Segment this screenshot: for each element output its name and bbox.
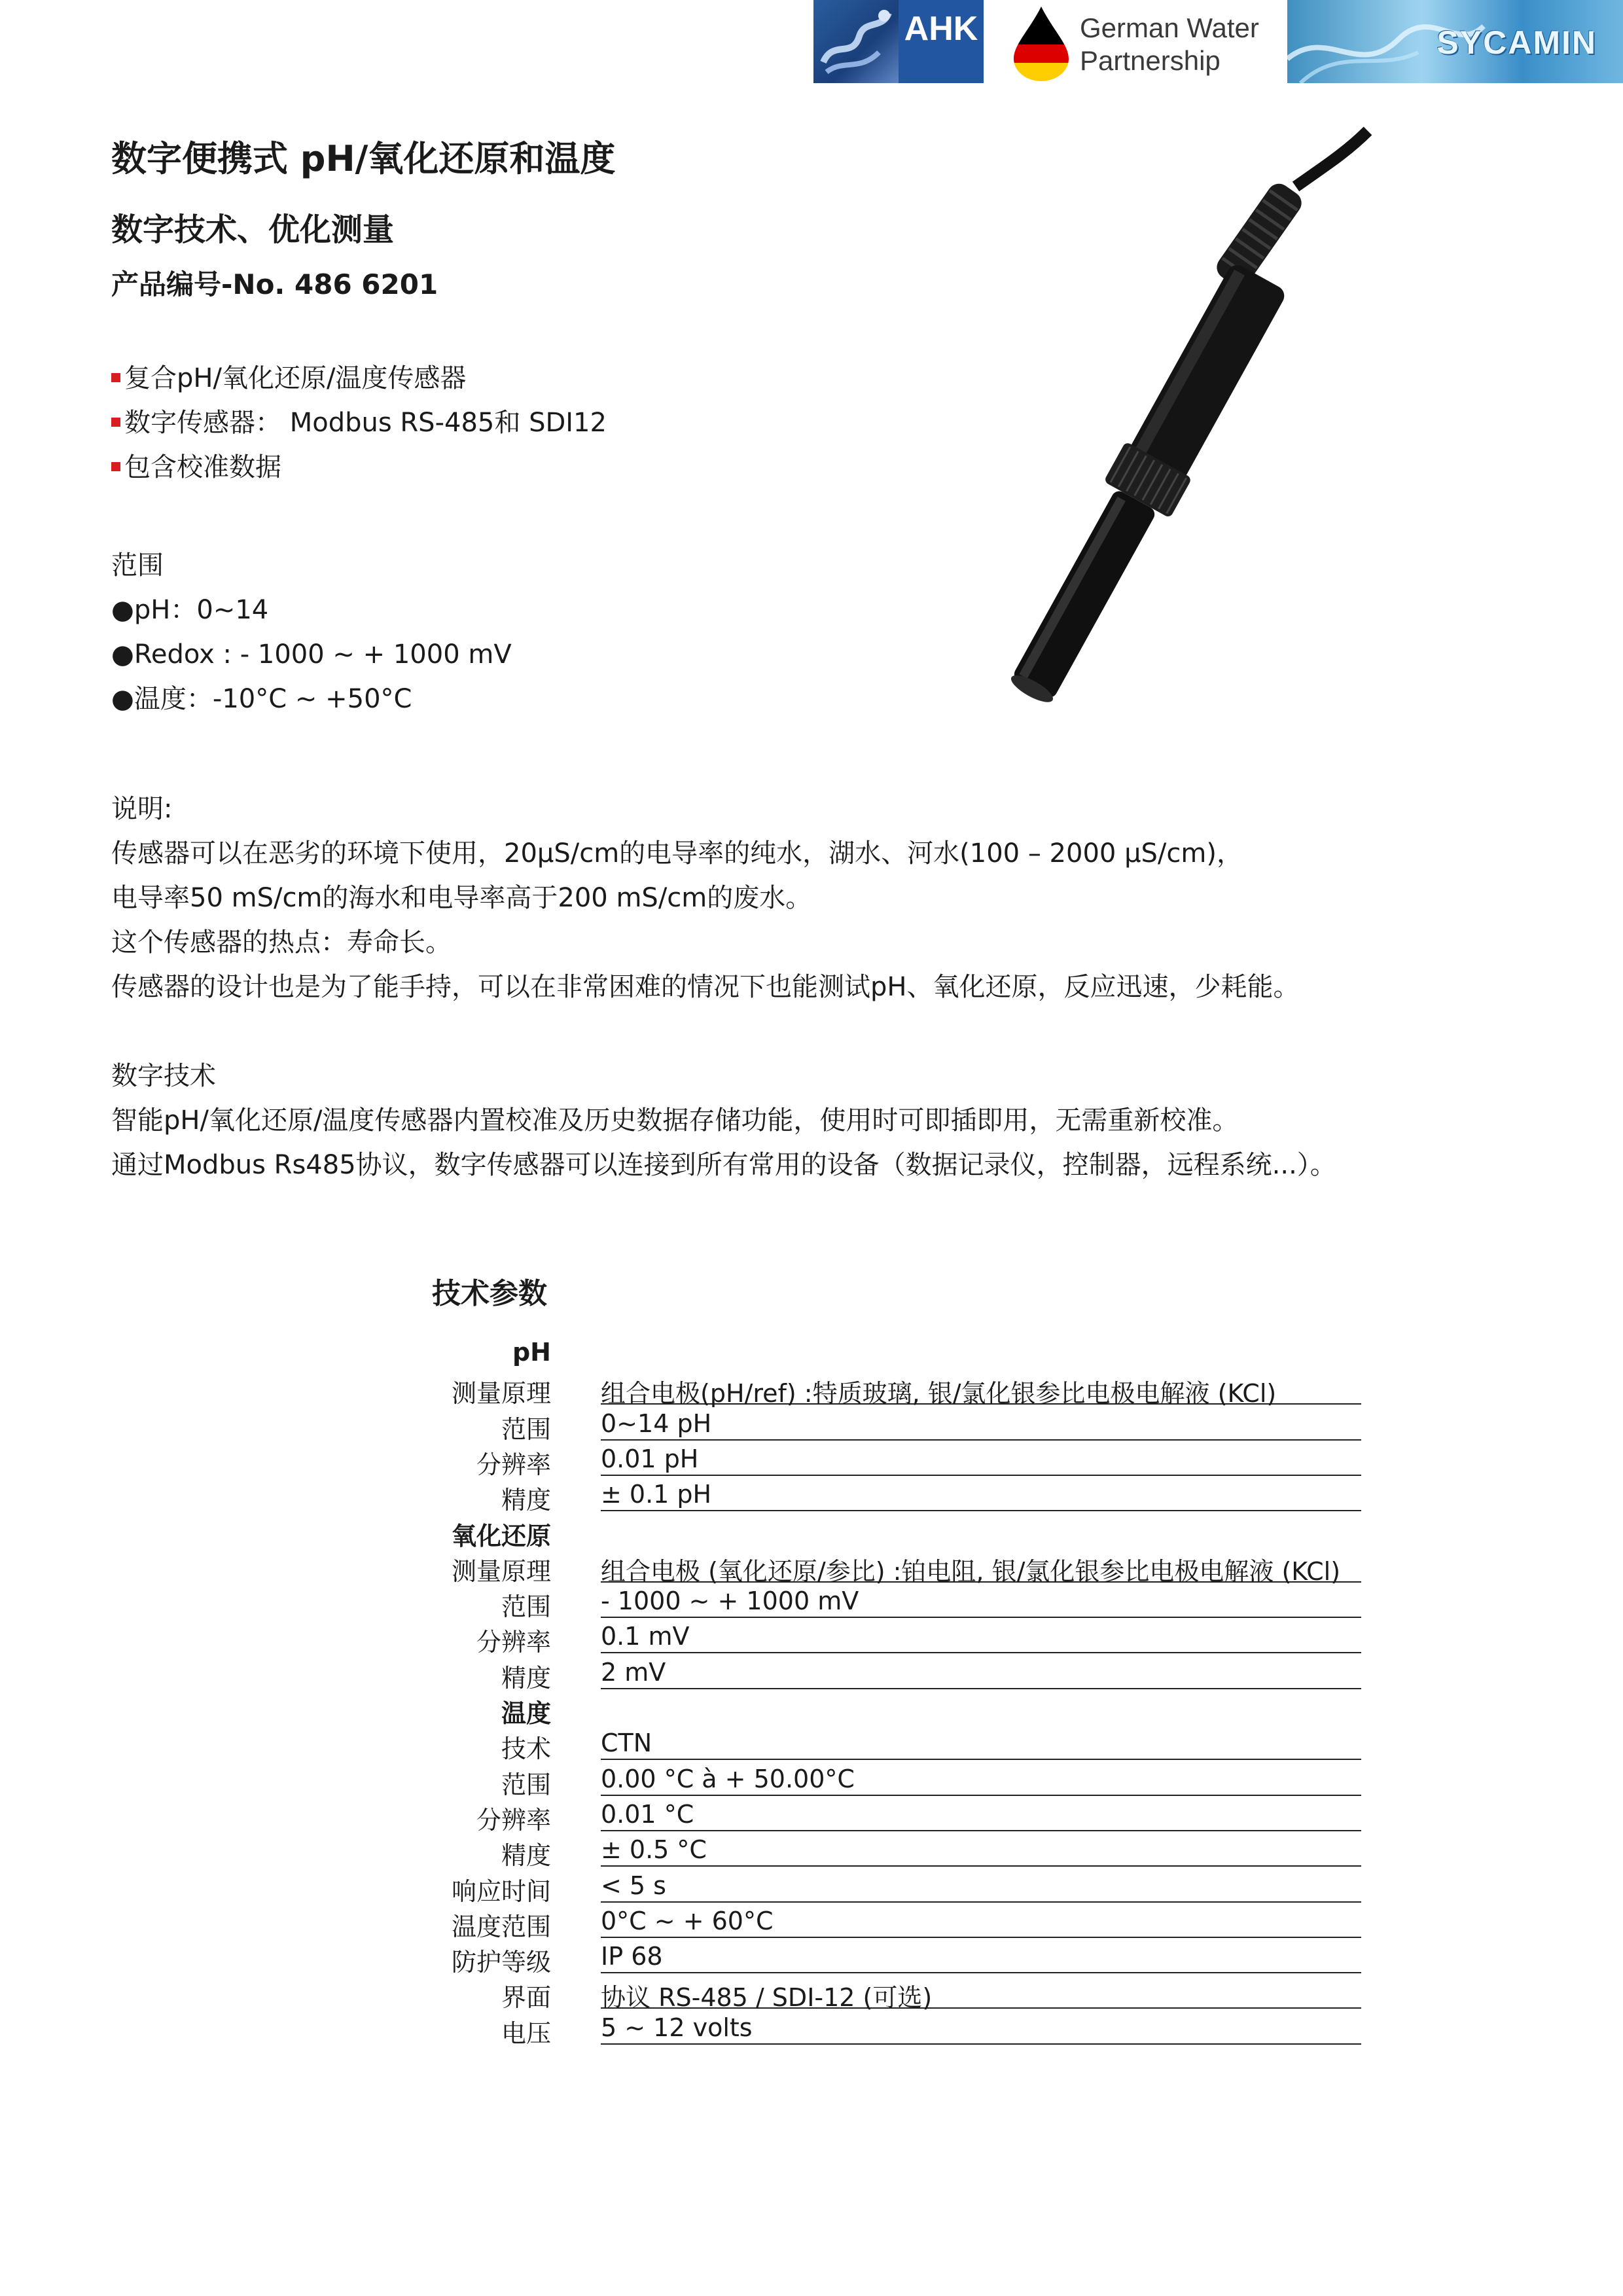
page-subtitle: 数字技术、优化测量 bbox=[111, 211, 395, 248]
feature-item: 复合pH/氧化还原/温度传感器 bbox=[111, 356, 607, 401]
spec-value: ± 0.1 pH bbox=[601, 1480, 1361, 1511]
red-square-bullet-icon bbox=[111, 462, 120, 471]
range-heading: 范围 bbox=[111, 550, 164, 581]
spec-value: 0.1 mV bbox=[601, 1622, 1361, 1653]
dragon-icon bbox=[813, 0, 899, 83]
spec-value: 5 ~ 12 volts bbox=[601, 2013, 1361, 2045]
specs-title: 技术参数 bbox=[432, 1277, 547, 1310]
spec-label: 测量原理 bbox=[451, 1379, 551, 1408]
gwp-line1: German Water bbox=[1080, 12, 1259, 43]
spec-row bbox=[393, 1547, 1361, 1586]
digital-line: 通过Modbus Rs485协议，数字传感器可以连接到所有常用的设备（数据记录仪，控制器，远程系统...）。 bbox=[111, 1150, 1336, 1180]
description-line: 传感器可以在恶劣的环境下使用，20μS/cm的电导率的纯水，湖水、河水(100 – 2000 μS/cm)， bbox=[111, 838, 1243, 869]
range-item: ●Redox : - 1000 ~ + 1000 mV bbox=[111, 639, 512, 670]
feature-list bbox=[111, 356, 607, 490]
gwp-line2: Partnership bbox=[1080, 45, 1221, 76]
spec-row bbox=[393, 1973, 1361, 2013]
description-line: 这个传感器的热点：寿命长。 bbox=[111, 927, 452, 958]
red-square-bullet-icon bbox=[111, 418, 120, 427]
ahk-logo bbox=[813, 0, 984, 83]
spec-value: 协议 RS-485 / SDI-12 (可选) bbox=[601, 1977, 1361, 2009]
spec-group-label: pH bbox=[512, 1338, 551, 1367]
spec-value: ± 0.5 °C bbox=[601, 1835, 1361, 1867]
spec-value: 组合电极 (氧化还原/参比) :铂电阻, 银/氯化银参比电极电解液 (KCl) bbox=[601, 1551, 1361, 1583]
gwp-logo bbox=[1005, 0, 1279, 83]
spec-label: 温度范围 bbox=[451, 1912, 551, 1941]
spec-group-row bbox=[393, 1689, 1361, 1728]
spec-label: 测量原理 bbox=[451, 1556, 551, 1586]
spec-label: 精度 bbox=[501, 1841, 551, 1871]
description-heading: 说明: bbox=[111, 794, 173, 824]
digital-line: 智能pH/氧化还原/温度传感器内置校准及历史数据存储功能，使用时可即插即用，无需重新校准。 bbox=[111, 1105, 1239, 1136]
spec-value: 0~14 pH bbox=[601, 1409, 1361, 1441]
spec-row bbox=[393, 1867, 1361, 1906]
water-drop-icon bbox=[1010, 5, 1073, 82]
spec-value: 0°C ~ + 60°C bbox=[601, 1907, 1361, 1938]
product-code: 产品编号-No. 486 6201 bbox=[111, 268, 438, 300]
spec-row bbox=[393, 1938, 1361, 1977]
range-item: ●温度：-10°C ~ +50°C bbox=[111, 684, 412, 714]
spec-group-label: 氧化还原 bbox=[451, 1521, 551, 1551]
spec-group-label: 温度 bbox=[501, 1699, 551, 1728]
spec-label: 精度 bbox=[501, 1486, 551, 1515]
spec-label: 范围 bbox=[501, 1770, 551, 1799]
spec-value: - 1000 ~ + 1000 mV bbox=[601, 1587, 1361, 1618]
spec-row bbox=[393, 2009, 1361, 2048]
gwp-wordmark bbox=[1080, 12, 1259, 77]
description-line: 电导率50 mS/cm的海水和电导率高于200 mS/cm的废水。 bbox=[111, 883, 812, 913]
spec-label: 范围 bbox=[501, 1592, 551, 1622]
spec-label: 范围 bbox=[501, 1414, 551, 1444]
feature-item: 包含校准数据 bbox=[111, 445, 607, 490]
description-section bbox=[111, 787, 1299, 1009]
spec-value: 0.00 °C à + 50.00°C bbox=[601, 1765, 1361, 1796]
spec-value: 0.01 °C bbox=[601, 1800, 1361, 1831]
spec-value: 组合电极(pH/ref) :特质玻璃, 银/氯化银参比电极电解液 (KCl) bbox=[601, 1373, 1361, 1405]
page-title: 数字便携式 pH/氧化还原和温度 bbox=[111, 138, 616, 179]
spec-value: 2 mV bbox=[601, 1658, 1361, 1689]
spec-row bbox=[393, 1476, 1361, 1515]
description-line: 传感器的设计也是为了能手持，可以在非常困难的情况下也能测试pH、氧化还原，反应迅速，少耗能。 bbox=[111, 972, 1300, 1002]
spec-row bbox=[393, 1831, 1361, 1871]
spec-label: 分辨率 bbox=[476, 1805, 551, 1835]
spec-label: 技术 bbox=[501, 1734, 551, 1764]
spec-row bbox=[393, 1618, 1361, 1657]
spec-row bbox=[393, 1725, 1361, 1764]
spec-label: 精度 bbox=[501, 1663, 551, 1693]
spec-label: 响应时间 bbox=[451, 1876, 551, 1906]
spec-row bbox=[393, 1583, 1361, 1622]
range-item: ●pH：0~14 bbox=[111, 595, 269, 625]
spec-row bbox=[393, 1405, 1361, 1444]
spec-value: IP 68 bbox=[601, 1942, 1361, 1973]
sensor-probe-image bbox=[903, 124, 1374, 733]
spec-row bbox=[393, 1903, 1361, 1941]
spec-label: 电压 bbox=[501, 2018, 551, 2048]
spec-value: < 5 s bbox=[601, 1871, 1361, 1903]
digital-heading: 数字技术 bbox=[111, 1061, 216, 1091]
sycamin-logo bbox=[1287, 0, 1623, 83]
range-section bbox=[111, 543, 512, 721]
spec-row bbox=[393, 1654, 1361, 1693]
spec-group-row bbox=[393, 1334, 1361, 1369]
spec-label: 分辨率 bbox=[476, 1450, 551, 1479]
spec-row bbox=[393, 1761, 1361, 1799]
ahk-wordmark: AHK bbox=[899, 0, 984, 83]
spec-label: 防护等级 bbox=[451, 1948, 551, 1977]
spec-group-row bbox=[393, 1512, 1361, 1551]
feature-item: 数字传感器： Modbus RS-485和 SDI12 bbox=[111, 401, 607, 445]
spec-value: 0.01 pH bbox=[601, 1444, 1361, 1476]
spec-label: 界面 bbox=[501, 1983, 551, 2013]
spec-label: 分辨率 bbox=[476, 1628, 551, 1657]
digital-section bbox=[111, 1054, 1336, 1187]
sycamin-wordmark: SYCAMIN bbox=[1436, 24, 1597, 61]
red-square-bullet-icon bbox=[111, 373, 120, 382]
spec-value: CTN bbox=[601, 1729, 1361, 1760]
spec-row bbox=[393, 1369, 1361, 1408]
spec-row bbox=[393, 1441, 1361, 1479]
spec-row bbox=[393, 1796, 1361, 1835]
